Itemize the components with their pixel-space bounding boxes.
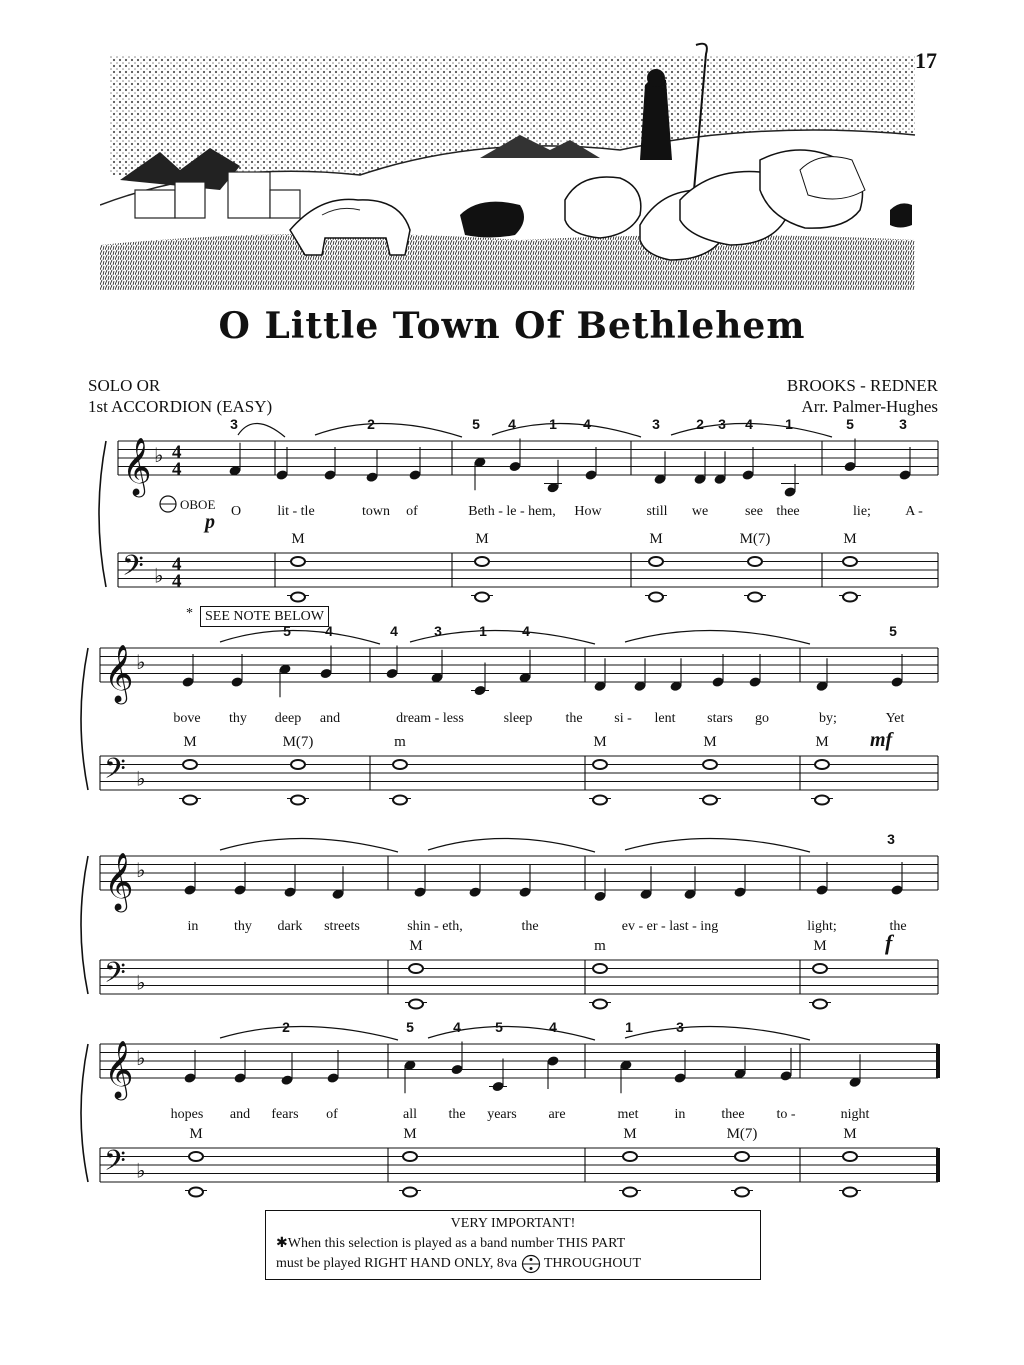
- lyric-syllable: of: [326, 1107, 338, 1122]
- lyric-syllable: night: [840, 1107, 870, 1122]
- lyric-syllable: dark: [277, 919, 303, 934]
- important-line-2: ✱When this selection is played as a band number THIS PART: [276, 1236, 626, 1251]
- bass-note-head: [815, 796, 829, 805]
- bass-note-head: [623, 1188, 637, 1197]
- bass-chord-label: M: [409, 938, 423, 954]
- time-signature-bottom: 4: [172, 459, 182, 480]
- lyric-syllable: in: [187, 919, 199, 934]
- page-number: 17: [915, 48, 937, 73]
- composer-label: BROOKS - REDNER: [786, 376, 938, 395]
- lyric-syllable: met: [617, 1107, 639, 1122]
- flat-key-signature: ♭: [136, 972, 146, 995]
- lyric-syllable: O: [230, 504, 242, 519]
- fingering-number: 4: [583, 416, 591, 432]
- bass-clef: 𝄢: [122, 549, 144, 590]
- lyric-syllable: lie;: [853, 504, 871, 519]
- fingering-number: 2: [696, 416, 704, 432]
- treble-clef: 𝄞: [104, 644, 134, 702]
- treble-clef: 𝄞: [122, 437, 152, 495]
- song-title: O Little Town Of Bethlehem: [218, 305, 806, 347]
- bass-chord-label: M: [703, 734, 717, 750]
- lyric-syllable: light;: [807, 919, 837, 934]
- important-line-3a: must be played RIGHT HAND ONLY, 8va: [276, 1256, 518, 1272]
- lyric-syllable: all: [403, 1107, 417, 1122]
- lyric-syllable: thy: [229, 711, 247, 726]
- bass-note-head: [291, 760, 305, 769]
- accordion-label: 1st ACCORDION (EASY): [88, 397, 273, 416]
- bass-note-head: [189, 1152, 203, 1161]
- bass-note-head: [813, 964, 827, 973]
- flat-key-signature: ♭: [136, 860, 146, 882]
- lyric-syllable: lent: [654, 711, 676, 726]
- fingering-number: 3: [899, 416, 907, 432]
- phrase-slur: [220, 630, 380, 644]
- bass-note-head: [843, 557, 857, 566]
- bass-chord-label: M(7): [739, 531, 771, 547]
- bass-note-head: [843, 593, 857, 602]
- lyric-syllable: Yet: [885, 711, 905, 726]
- bass-note-head: [623, 1152, 637, 1161]
- lyric-syllable: and: [319, 711, 341, 726]
- bass-note-head: [703, 796, 717, 805]
- lyric-syllable: in: [674, 1107, 686, 1122]
- bass-note-head: [735, 1188, 749, 1197]
- lyric-syllable: stars: [707, 711, 733, 726]
- phrase-slur: [428, 838, 595, 852]
- fingering-number: 4: [325, 623, 333, 639]
- fingering-number: 1: [479, 623, 487, 639]
- important-line-3b: THROUGHOUT: [543, 1256, 642, 1272]
- fingering-number: 3: [434, 623, 442, 639]
- lyric-syllable: the: [521, 919, 539, 934]
- bass-note-head: [748, 593, 762, 602]
- bass-chord-label: M: [649, 531, 663, 547]
- system-brace: [81, 1044, 88, 1182]
- bass-chord-label: M: [403, 1126, 417, 1142]
- see-note-box: SEE NOTE BELOW: [200, 606, 329, 627]
- dynamic-forte: f: [885, 930, 893, 955]
- bass-note-head: [649, 557, 663, 566]
- important-line-3: [266, 1254, 760, 1274]
- solo-label: SOLO OR: [88, 376, 161, 395]
- lyric-syllable: see: [745, 504, 763, 519]
- bass-note-head: [291, 557, 305, 566]
- bass-chord-label: m: [394, 734, 406, 750]
- lyric-syllable: dream - less: [396, 711, 464, 726]
- oboe-register-label: OBOE: [180, 497, 216, 512]
- bass-note-head: [403, 1152, 417, 1161]
- fingering-number: 4: [453, 1019, 461, 1035]
- bass-note-head: [393, 760, 407, 769]
- fingering-number: 3: [887, 831, 895, 847]
- lyric-syllable: shin - eth,: [407, 919, 463, 934]
- lyric-syllable: by;: [819, 711, 837, 726]
- bass-note-head: [843, 1152, 857, 1161]
- lyric-syllable: the: [565, 711, 583, 726]
- bass-chord-label: M: [189, 1126, 203, 1142]
- fingering-number: 4: [549, 1019, 557, 1035]
- lyric-syllable: still: [646, 504, 668, 519]
- bass-note-head: [393, 796, 407, 805]
- phrase-slur: [625, 630, 810, 644]
- bass-note-head: [291, 796, 305, 805]
- time-signature-top: 4: [172, 554, 182, 575]
- fingering-number: 3: [718, 416, 726, 432]
- system-brace: [99, 441, 106, 587]
- bass-chord-label: M(7): [726, 1126, 758, 1142]
- flat-key-signature: ♭: [136, 652, 146, 674]
- bass-note-head: [735, 1152, 749, 1161]
- fingering-number: 5: [889, 623, 897, 639]
- lyric-syllable: fears: [271, 1107, 299, 1122]
- lyric-syllable: bove: [173, 711, 201, 726]
- phrase-slur: [220, 1026, 398, 1040]
- flat-key-signature: ♭: [136, 1160, 146, 1183]
- lyric-syllable: are: [548, 1107, 566, 1122]
- fingering-number: 4: [745, 416, 753, 432]
- fingering-number: 5: [406, 1019, 414, 1035]
- fingering-number: 3: [652, 416, 660, 432]
- lyric-syllable: thee: [776, 504, 800, 519]
- lyric-syllable: hopes: [170, 1107, 204, 1122]
- bass-note-head: [403, 1188, 417, 1197]
- phrase-slur: [220, 838, 398, 852]
- bass-note-head: [291, 593, 305, 602]
- bass-chord-label: M: [593, 734, 607, 750]
- lyric-syllable: lit - tle: [277, 504, 315, 519]
- bass-note-head: [649, 593, 663, 602]
- bass-note-head: [189, 1188, 203, 1197]
- bass-chord-label: M: [813, 938, 827, 954]
- bass-chord-label: M: [843, 1126, 857, 1142]
- fingering-number: 2: [282, 1019, 290, 1035]
- lyric-syllable: thy: [234, 919, 252, 934]
- treble-clef: 𝄞: [104, 852, 134, 910]
- bass-note-head: [475, 557, 489, 566]
- fingering-number: 4: [390, 623, 398, 639]
- flat-key-signature: ♭: [136, 1048, 146, 1070]
- flat-key-signature: ♭: [154, 445, 164, 467]
- flat-key-signature: ♭: [154, 565, 164, 588]
- note-asterisk: *: [186, 606, 193, 621]
- treble-clef: 𝄞: [104, 1040, 134, 1098]
- fingering-number: 1: [625, 1019, 633, 1035]
- system-brace: [81, 648, 88, 790]
- lyric-syllable: the: [448, 1107, 466, 1122]
- fingering-number: 5: [283, 623, 291, 639]
- bass-chord-label: M: [815, 734, 829, 750]
- important-heading: VERY IMPORTANT!: [450, 1216, 576, 1231]
- fingering-number: 2: [367, 416, 375, 432]
- time-signature-bottom: 4: [172, 571, 182, 592]
- bass-chord-label: m: [594, 938, 606, 954]
- bass-note-head: [593, 1000, 607, 1009]
- fingering-number: 1: [785, 416, 793, 432]
- lyric-syllable: and: [229, 1107, 251, 1122]
- lyric-syllable: years: [487, 1107, 517, 1122]
- arranger-label: Arr. Palmer-Hughes: [801, 397, 938, 416]
- dynamic-piano: p: [205, 511, 215, 533]
- lyric-syllable: thee: [721, 1107, 745, 1122]
- lyric-syllable: How: [574, 504, 602, 519]
- lyric-syllable: si -: [614, 711, 632, 726]
- lyric-syllable: Beth - le - hem,: [468, 504, 556, 519]
- lyric-syllable: go: [755, 711, 769, 726]
- flat-key-signature: ♭: [136, 768, 146, 791]
- bass-note-head: [813, 1000, 827, 1009]
- bass-clef: 𝄢: [104, 1144, 126, 1185]
- lyric-syllable: A -: [905, 504, 923, 519]
- bass-clef: 𝄢: [104, 752, 126, 793]
- bass-chord-label: M: [843, 531, 857, 547]
- phrase-slur: [315, 423, 462, 437]
- important-note-box: [265, 1210, 761, 1280]
- bass-note-head: [409, 1000, 423, 1009]
- fingering-number: 3: [676, 1019, 684, 1035]
- fingering-number: 5: [846, 416, 854, 432]
- bass-note-head: [843, 1188, 857, 1197]
- fingering-number: 1: [549, 416, 557, 432]
- bass-note-head: [593, 796, 607, 805]
- lyric-syllable: the: [889, 919, 907, 934]
- fingering-number: 4: [522, 623, 530, 639]
- lyric-syllable: we: [691, 504, 709, 519]
- bass-note-head: [593, 964, 607, 973]
- bass-chord-label: M: [291, 531, 305, 547]
- bass-chord-label: M: [183, 734, 197, 750]
- lyric-syllable: of: [406, 504, 418, 519]
- fingering-number: 3: [230, 416, 238, 432]
- lyric-syllable: streets: [324, 919, 360, 934]
- lyric-syllable: sleep: [503, 711, 533, 726]
- bass-chord-label: M: [623, 1126, 637, 1142]
- bass-clef: 𝄢: [104, 956, 126, 997]
- time-signature-top: 4: [172, 442, 182, 463]
- lyric-syllable: deep: [274, 711, 302, 726]
- bass-note-head: [593, 760, 607, 769]
- bass-note-head: [703, 760, 717, 769]
- fingering-number: 5: [495, 1019, 503, 1035]
- bass-chord-label: M(7): [282, 734, 314, 750]
- fingering-number: 5: [472, 416, 480, 432]
- bass-note-head: [815, 760, 829, 769]
- phrase-slur: [625, 838, 810, 852]
- fingering-number: 4: [508, 416, 516, 432]
- bass-note-head: [475, 593, 489, 602]
- register-switch-icon: [521, 1254, 541, 1274]
- phrase-slur: [238, 423, 285, 437]
- bass-note-head: [748, 557, 762, 566]
- dynamic-mezzo-forte: mf: [870, 729, 893, 751]
- lyric-syllable: ev - er - last - ing: [621, 919, 719, 934]
- bass-chord-label: M: [475, 531, 489, 547]
- bass-note-head: [409, 964, 423, 973]
- bass-note-head: [183, 760, 197, 769]
- lyric-syllable: to -: [776, 1107, 796, 1122]
- bass-note-head: [183, 796, 197, 805]
- lyric-syllable: town: [362, 504, 390, 519]
- phrase-slur: [625, 1026, 810, 1040]
- system-brace: [81, 856, 88, 994]
